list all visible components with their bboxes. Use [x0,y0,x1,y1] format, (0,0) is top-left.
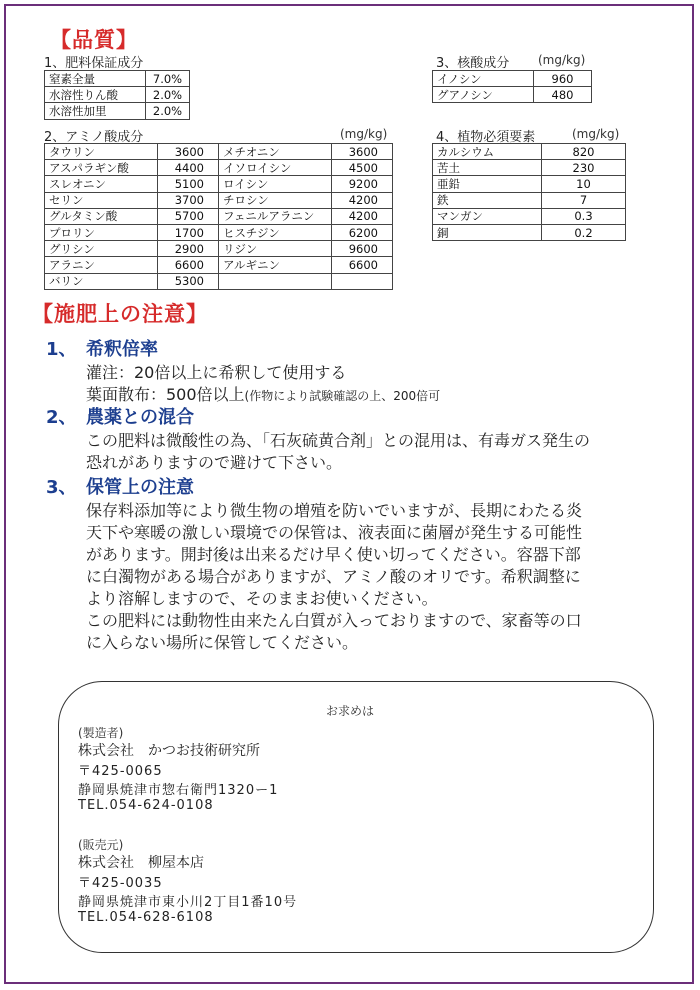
plant-table [432,143,626,241]
dilution-line-2 [86,384,440,408]
plant-unit: (mg/kg) [572,127,620,141]
amino-cell: リジン [219,241,332,257]
plant-cell: 亜鉛 [433,176,542,192]
table-row [45,103,190,119]
caution-num-2: 2、 [46,407,77,428]
table-row [433,87,592,103]
table-row [433,176,626,192]
caution-num-1: 1、 [46,339,77,360]
amino-cell: 5700 [158,208,219,224]
table-row [45,273,393,289]
amino-cell: 3600 [332,144,393,160]
caution-heading: 【施肥上の注意】 [32,302,208,326]
amino-cell: バリン [45,273,158,289]
maker-zip: 〒425-0065 [78,764,163,779]
amino-cell: タウリン [45,144,158,160]
dilution-heading: 希釈倍率 [86,339,158,360]
contact-title: お求めは [326,704,375,718]
nucleic-cell: 960 [534,71,592,87]
amino-cell: 4200 [332,192,393,208]
amino-unit: (mg/kg) [340,127,388,141]
fert-cell: 窒素全量 [45,71,146,87]
seller-tel: TEL.054-628-6108 [78,910,214,925]
amino-cell [219,273,332,289]
table-row [45,241,393,257]
nucleic-cell: イノシン [433,71,534,87]
fert-cell: 7.0% [146,71,190,87]
amino-cell: 5300 [158,273,219,289]
amino-cell: グルタミン酸 [45,208,158,224]
storage-line: この肥料には動物性由来たん白質が入っておりますので、家畜等の口 [86,611,582,630]
storage-line: より溶解しますので、そのままお使いください。 [86,589,438,608]
amino-cell: スレオニン [45,176,158,192]
amino-cell: 5100 [158,176,219,192]
storage-line: があります。開封後は出来るだけ早く使い切ってください。容器下部 [86,545,581,564]
amino-cell: アルギニン [219,257,332,273]
plant-cell: マンガン [433,208,542,224]
amino-cell: 3600 [158,144,219,160]
seller-role: (販売元) [78,838,124,852]
seller-address: 静岡県焼津市東小川2丁目1番10号 [78,895,298,910]
amino-cell [332,273,393,289]
table-row [45,257,393,273]
plant-cell: 0.2 [542,224,626,240]
fert-cell: 水溶性加里 [45,103,146,119]
table-row [433,71,592,87]
maker-address: 静岡県焼津市惣右衛門1320ー1 [78,783,279,798]
plant-cell: 230 [542,160,626,176]
plant-cell: 820 [542,144,626,160]
amino-title: 2、アミノ酸成分 [44,130,144,145]
amino-cell: 6600 [332,257,393,273]
amino-cell: 2900 [158,241,219,257]
nucleic-unit: (mg/kg) [538,53,586,67]
seller-name: 株式会社 柳屋本店 [78,855,204,871]
amino-cell: グリシン [45,241,158,257]
amino-cell: プロリン [45,224,158,240]
nucleic-cell: グアノシン [433,87,534,103]
amino-cell: 4200 [332,208,393,224]
nucleic-title: 3、核酸成分 [436,56,510,71]
table-row [45,144,393,160]
amino-cell: ヒスチジン [219,224,332,240]
quality-heading: 【品質】 [50,28,138,52]
amino-cell: 6600 [158,257,219,273]
table-row [433,160,626,176]
fert-cell: 水溶性りん酸 [45,87,146,103]
storage-line: 保存料添加等により微生物の増殖を防いでいますが、長期にわたる炎 [86,501,583,520]
amino-cell: 3700 [158,192,219,208]
amino-cell: アスパラギン酸 [45,160,158,176]
mixing-line-1: この肥料は微酸性の為、「石灰硫黄合剤」との混用は、有毒ガス発生の [86,431,591,450]
dilution-foliar: 葉面散布：500倍以上 [86,385,245,404]
amino-cell: 9600 [332,241,393,257]
dilution-note: (作物により試験確認の上、200倍可 [244,389,441,403]
nucleic-cell: 480 [534,87,592,103]
plant-cell: 苦土 [433,160,542,176]
table-row [45,71,190,87]
amino-cell: チロシン [219,192,332,208]
storage-line: 天下や寒暖の激しい環境での保管は、液表面に菌層が発生する可能性 [86,523,583,542]
amino-cell: 6200 [332,224,393,240]
amino-cell: 1700 [158,224,219,240]
table-row [433,192,626,208]
amino-cell: 4500 [332,160,393,176]
fert-cell: 2.0% [146,103,190,119]
plant-cell: カルシウム [433,144,542,160]
amino-cell: セリン [45,192,158,208]
storage-line: に入らない場所に保管してください。 [86,633,359,652]
fert-table [44,70,190,120]
caution-num-3: 3、 [46,477,77,498]
plant-title: 4、植物必須要素 [436,130,536,145]
amino-cell: 4400 [158,160,219,176]
amino-cell: イソロイシン [219,160,332,176]
fert-cell: 2.0% [146,87,190,103]
table-row [45,160,393,176]
table-row [433,208,626,224]
table-row [45,176,393,192]
dilution-line-1: 灌注：20倍以上に希釈して使用する [86,363,347,382]
plant-cell: 鉄 [433,192,542,208]
plant-cell: 10 [542,176,626,192]
amino-cell: アラニン [45,257,158,273]
mixing-line-2: 恐れがありますので避けて下さい。 [86,453,343,472]
table-row [45,87,190,103]
amino-cell: フェニルアラニン [219,208,332,224]
plant-cell: 0.3 [542,208,626,224]
fert-title: 1、肥料保証成分 [44,56,144,71]
maker-name: 株式会社 かつお技術研究所 [78,743,260,759]
storage-heading: 保管上の注意 [86,477,194,498]
plant-cell: 7 [542,192,626,208]
table-row [45,208,393,224]
amino-cell: ロイシン [219,176,332,192]
seller-zip: 〒425-0035 [78,876,163,891]
amino-cell: メチオニン [219,144,332,160]
table-row [433,224,626,240]
table-row [45,224,393,240]
table-row [433,144,626,160]
table-row [45,192,393,208]
maker-role: (製造者) [78,726,124,740]
amino-cell: 9200 [332,176,393,192]
storage-line: に白濁物がある場合がありますが、アミノ酸のオリです。希釈調整に [86,567,581,586]
amino-table [44,143,393,290]
maker-tel: TEL.054-624-0108 [78,798,214,813]
mixing-heading: 農薬との混合 [86,407,194,428]
nucleic-table [432,70,592,103]
plant-cell: 銅 [433,224,542,240]
